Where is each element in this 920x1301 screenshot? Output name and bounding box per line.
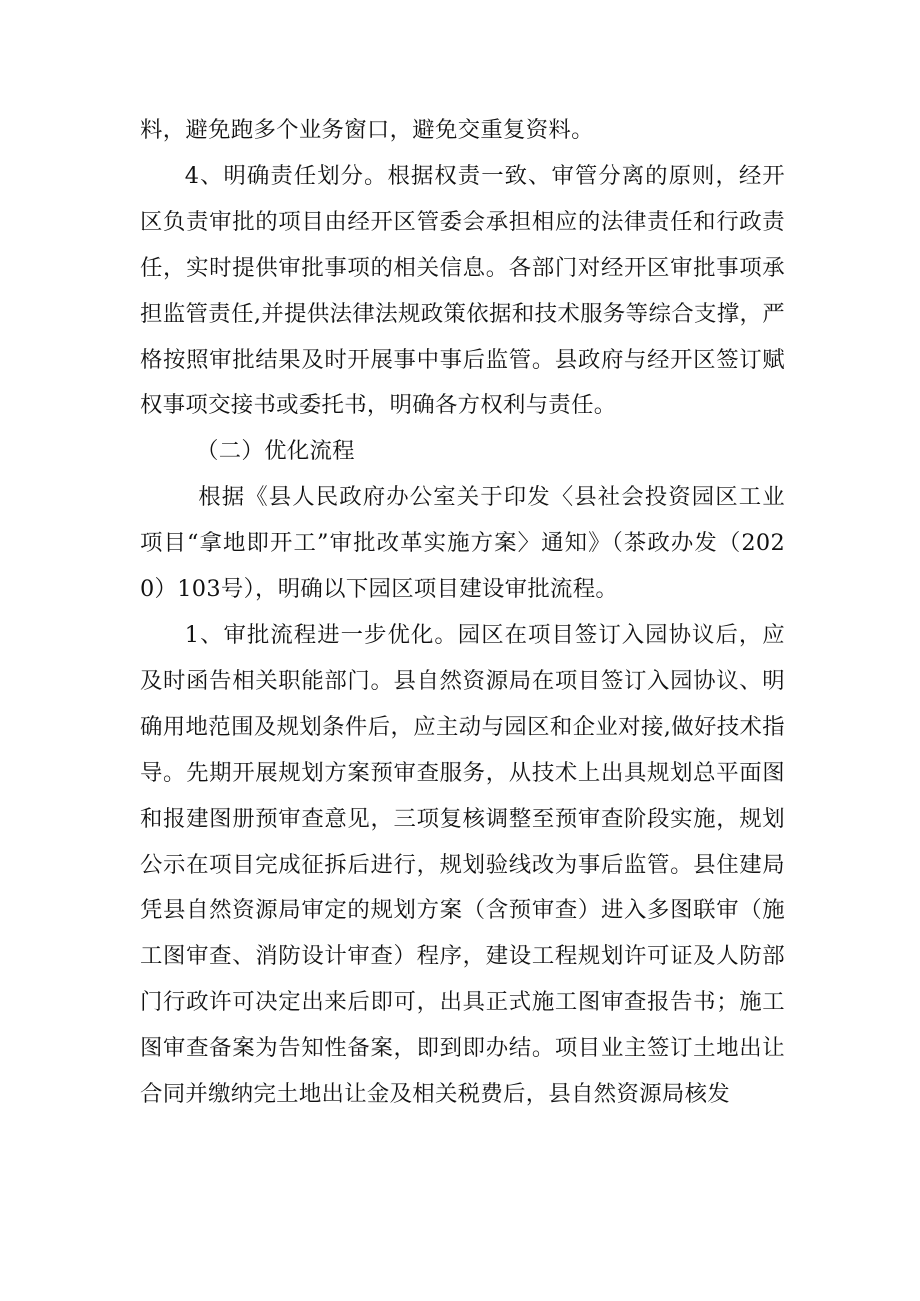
section-heading-optimize-process: （二）优化流程 xyxy=(196,438,355,465)
paragraph-responsibility: 4、明确责任划分。根据权责一致、审管分离的原则，经开区负责审批的项目由经开区管委会承担相应的法律责任和行政责任，实时提供审批事项的相关信息。各部门对经开区审批事项承担监管责任,并提供法律法规政策依据和技术服务等综合支撑，严格按照审批结果及时开展事中事后监管。县政府与经开区签订赋权事项交接书或委托书，明确各方权利与责任。 xyxy=(140,162,785,419)
paragraph-approval-process: 1、审批流程进一步优化。园区在项目签订入园协议后，应及时函告相关职能部门。县自然资源局在项目签订入园协议、明确用地范围及规划条件后，应主动与园区和企业对接,做好技术指导。先期开展规划方案预审查服务，从技术上出具规划总平面图和报建图册预审查意见，三项复核调整至预审查阶段实施，规划公示在项目完成征拆后进行，规划验线改为事后监管。县住建局凭县自然资源局审定的规划方案（含预审查）进入多图联审（施工图审查、消防设计审查）程序，建设工程规划许可证及人防部门行政许可决定出来后即可，出具正式施工图审查报告书；施工图审查备案为告知性备案，即到即办结。项目业主签订土地出让合同并缴纳完土地出让金及相关税费后，县自然资源局核发 xyxy=(140,621,785,1108)
document-body xyxy=(140,108,785,1118)
paragraph-basis: 根据《县人民政府办公室关于印发〈县社会投资园区工业项目“拿地即开工”审批改革实施方案〉通知》（茶政办发（2020）103号），明确以下园区项目建设审批流程。 xyxy=(140,484,785,603)
paragraph-continuation: 料，避免跑多个业务窗口，避免交重复资料。 xyxy=(140,117,594,143)
